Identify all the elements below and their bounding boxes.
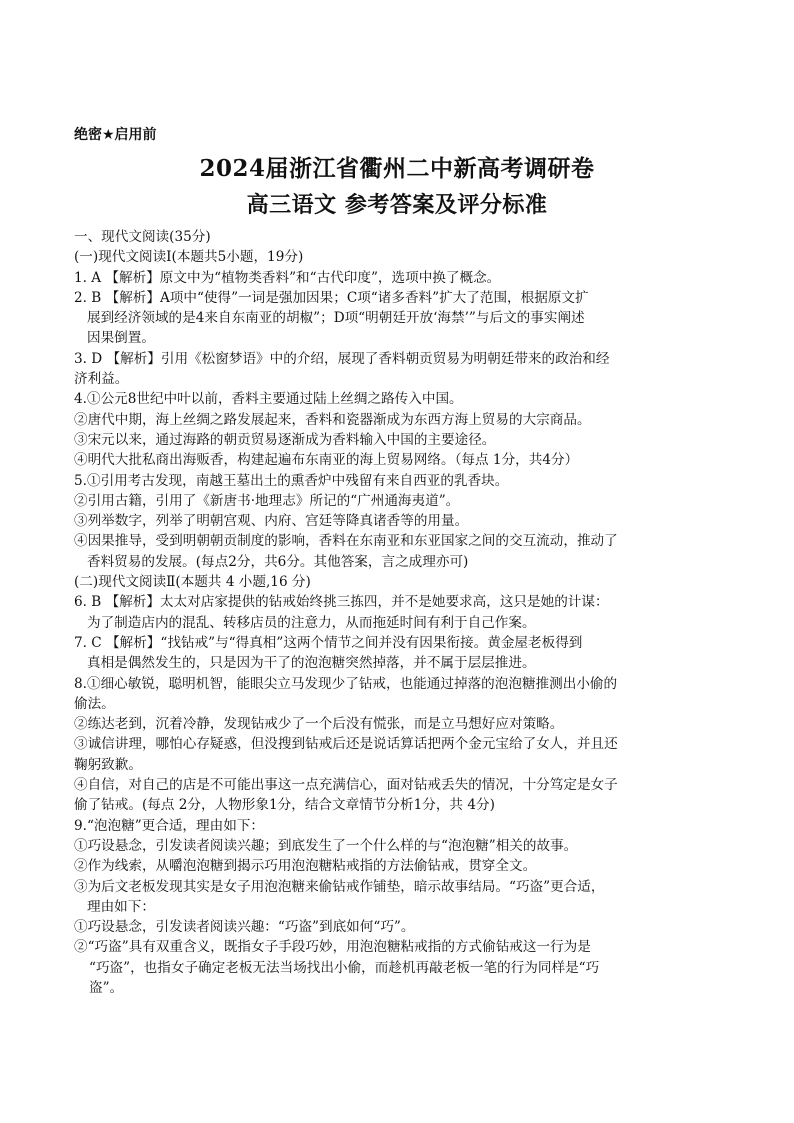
answer-line: 为了制造店内的混乱、转移店员的注意力，从而拖延时间有利于自己作案。 xyxy=(87,614,536,631)
answer-line: 9.“泡泡糖”更合适，理由如下： xyxy=(74,817,264,834)
answer-line: ②作为线索，从嚼泡泡糖到揭示巧用泡泡糖粘戒指的方法偷钻戒，贯穿全文。 xyxy=(74,858,537,875)
answer-line: 7. C 【解析】“找钻戒”与“得真相”这两个情节之间并没有因果衔接。黄金屋老板得到 xyxy=(74,634,583,651)
answer-line: 8.①细心敏锐，聪明机智，能眼尖立马发现少了钻戒，也能通过掉落的泡泡糖推测出小偷的 xyxy=(74,675,618,692)
answer-line: ④自信，对自己的店是不可能出事这一点充满信心，面对钻戒丢失的情况，十分笃定是女子 xyxy=(74,777,618,794)
answer-line: 香料贸易的发展。(每点2分，共6分。其他答案，言之成理亦可) xyxy=(87,553,469,570)
answer-line: 盗”。 xyxy=(89,979,124,996)
answer-line: ②练达老到，沉着冷静，发现钻戒少了一个后没有慌张，而是立马想好应对策略。 xyxy=(74,716,564,733)
answer-line: 一、现代文阅读(35分) xyxy=(74,229,211,245)
answer-line: ③为后文老板发现其实是女子用泡泡糖来偷钻戒作铺垫，暗示故事结局。“巧盗”更合适， xyxy=(74,878,605,895)
answer-line: ①巧设悬念，引发读者阅读兴趣：“巧盗”到底如何“巧”。 xyxy=(74,919,415,936)
answer-line: ④因果推导，受到明朝朝贡制度的影响，香料在东南亚和东亚国家之间的交互流动，推动了 xyxy=(74,533,618,550)
answer-line: 展到经济领域的是4来自东南亚的胡椒”；D项“明朝廷开放‘海禁’”与后文的事实阐述 xyxy=(87,310,585,327)
answer-line: 2. B 【解析】A项中“使得”一词是强加因果；C项“诸多香料”扩大了范围，根据原文扩 xyxy=(74,289,589,306)
answer-line: 鞠躬致歉。 xyxy=(74,756,142,773)
answer-line: ③诚信讲理，哪怕心存疑惑，但没搜到钻戒后还是说话算话把两个金元宝给了女人，并且还 xyxy=(74,736,618,753)
answer-line: ②引用古籍，引用了《新唐书·地理志》所记的“广州通海夷道”。 xyxy=(74,492,460,509)
answer-line: ③宋元以来，通过海路的朝贡贸易逐渐成为香料输入中国的主要途径。 xyxy=(74,431,496,448)
exam-title: 2024届浙江省衢州二中新高考调研卷 xyxy=(199,155,595,182)
answer-line: 1. A 【解析】原文中为“植物类香料”和“古代印度”，选项中换了概念。 xyxy=(74,269,501,286)
answer-line: 理由如下： xyxy=(87,898,155,915)
answer-line: 偷了钻戒。(每点 2分，人物形象1分，结合文章情节分析1分，共 4分) xyxy=(74,797,495,814)
answer-line: “巧盗”，也指女子确定老板无法当场找出小偷，而趁机再敲老板一笔的行为同样是“巧 xyxy=(89,959,600,976)
confidential-mark: 绝密★启用前 xyxy=(74,127,157,143)
answer-line: 真相是偶然发生的，只是因为干了的泡泡糖突然掉落，并不属于层层推进。 xyxy=(87,655,536,672)
answer-line: ②唐代中期，海上丝绸之路发展起来，香料和瓷器渐成为东西方海上贸易的大宗商品。 xyxy=(74,411,591,428)
answer-line: ④明代大批私商出海贩香，构建起遍布东南亚的海上贸易网络。（每点 1分，共4分） xyxy=(74,452,579,469)
answer-line: 偷法。 xyxy=(74,695,115,712)
answer-line: ②“巧盗”具有双重含义，既指女子手段巧妙，用泡泡糖粘戒指的方式偷钻戒这一行为是 xyxy=(74,939,591,956)
answer-line: (二)现代文阅读Ⅱ(本题共 4 小题,16 分) xyxy=(74,574,311,591)
answer-line: 6. B 【解析】太太对店家提供的钻戒始终挑三拣四，并不是她要求高，这只是她的计谋： xyxy=(74,594,609,611)
answer-line: 因果倒置。 xyxy=(87,330,155,347)
answer-line: 3. D 【解析】引用《松窗梦语》中的介绍，展现了香料朝贡贸易为明朝廷带来的政治和经 xyxy=(74,350,610,367)
answer-line: 5.①引用考古发现，南越王墓出土的熏香炉中残留有来自西亚的乳香块。 xyxy=(74,472,509,489)
exam-subtitle: 高三语文 参考答案及评分标准 xyxy=(246,192,548,218)
answer-line: ①巧设悬念，引发读者阅读兴趣；到底发生了一个什么样的与“泡泡糖”相关的故事。 xyxy=(74,837,578,854)
answer-line: (一)现代文阅读Ⅰ(本题共5小题，19分) xyxy=(74,249,304,266)
answer-line: 济利益。 xyxy=(74,371,129,388)
answer-line: 4.①公元8世纪中叶以前，香料主要通过陆上丝绸之路传入中国。 xyxy=(74,391,463,408)
answer-body xyxy=(74,227,724,998)
answer-line: ③列举数字，列举了明朝宫观、内府、宫廷等降真诸香等的用量。 xyxy=(74,513,469,530)
